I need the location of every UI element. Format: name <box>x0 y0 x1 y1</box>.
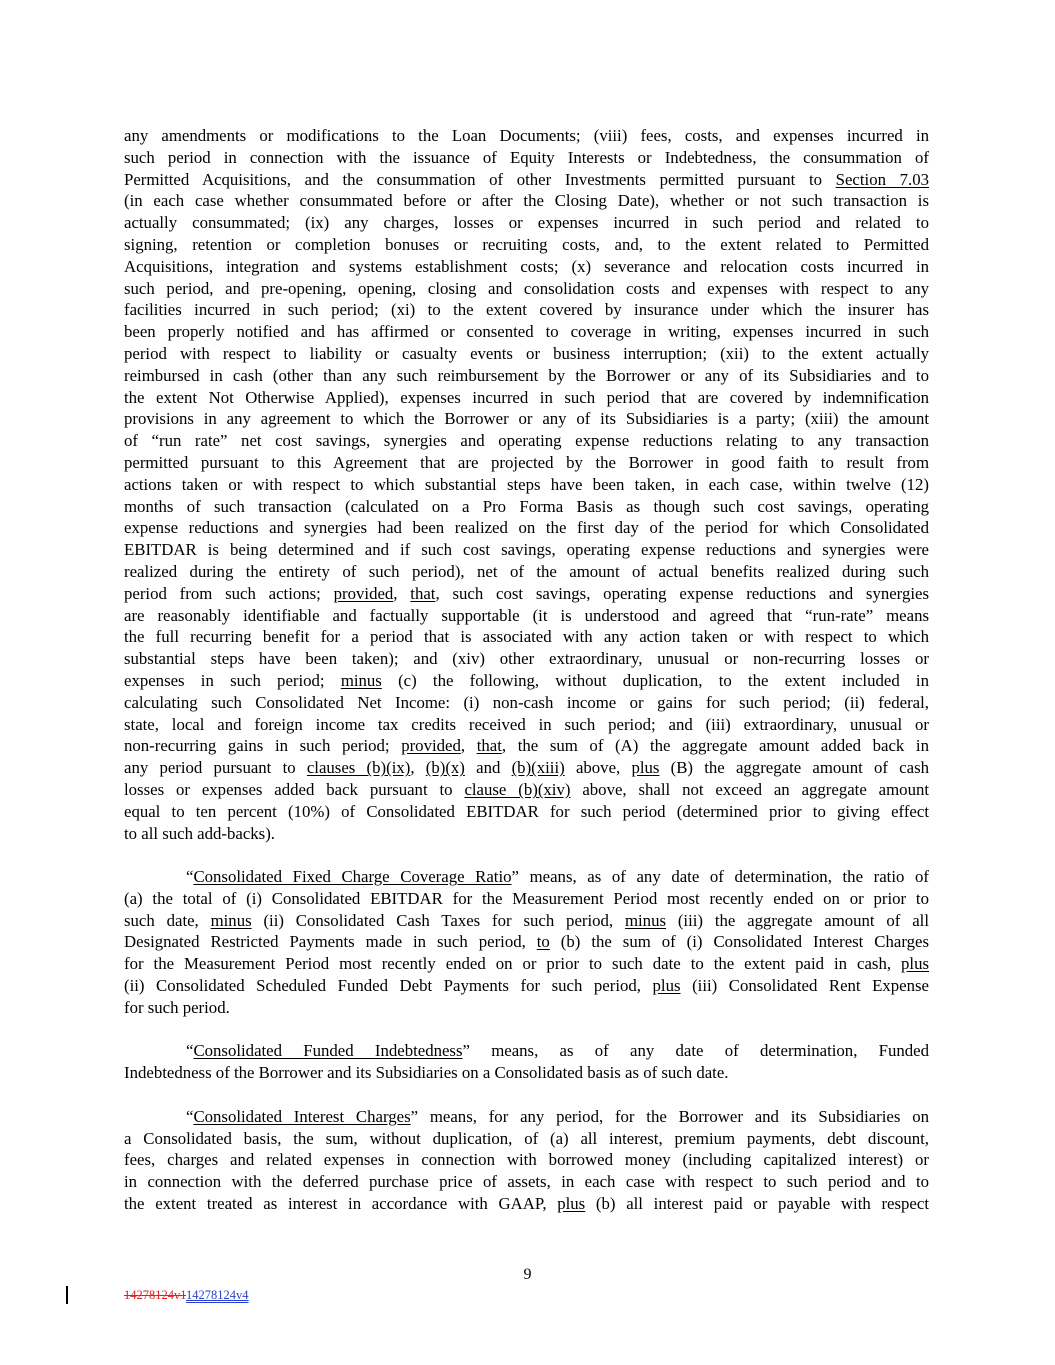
definition-interest-charges <box>124 1106 929 1215</box>
text-line: period from such actions; provided, that, such cost savings, operating expense reductions and synergies <box>124 583 930 603</box>
text-line: to all such add-backs). <box>124 823 275 843</box>
text-line: for such period. <box>124 997 230 1017</box>
document-id <box>124 1288 249 1303</box>
text-line: EBITDAR is being determined and if such cost savings, operating expense reductions and synergies were <box>124 540 929 560</box>
document-body <box>124 125 929 1215</box>
text-line: expense reductions and synergies had been realized on the first day of the period for which Consolidated <box>124 518 929 538</box>
text-line: a Consolidated basis, the sum, without duplication, of (a) all interest, premium payments, debt discount, <box>124 1128 929 1148</box>
text-line: equal to ten percent (10%) of Consolidated EBITDAR for such period (determined prior to giving effect <box>124 801 929 821</box>
text-line: “Consolidated Interest Charges” means, for any period, for the Borrower and its Subsidiaries on <box>186 1106 929 1126</box>
text-line: such period in connection with the issuance of Equity Interests or Indebtedness, the consummation of <box>124 147 929 167</box>
text-line: provisions in any agreement to which the Borrower or any of its Subsidiaries is a party; (xiii) the amount <box>124 409 929 429</box>
text-line: calculating such Consolidated Net Income: (i) non-cash income or gains for such period; (ii) federal, <box>124 692 929 712</box>
text-line: Permitted Acquisitions, and the consummation of other Investments permitted pursuant to Section 7.03 <box>124 169 929 189</box>
text-line: non-recurring gains in such period; provided, that, the sum of (A) the aggregate amount added back in <box>124 736 929 756</box>
text-line: the full recurring benefit for a period that is associated with any action taken or with respect to which <box>124 627 929 647</box>
text-line: actions taken or with respect to which substantial steps have been taken, in each case, within twelve (12) <box>124 474 929 494</box>
text-line: of “run rate” net cost savings, synergies and operating expense reductions relating to any transaction <box>124 431 929 451</box>
inserted-doc-id: 14278124v4 <box>186 1288 249 1302</box>
text-line: Acquisitions, integration and systems establishment costs; (x) severance and relocation costs incurred in <box>124 256 929 276</box>
text-line: the extent treated as interest in accordance with GAAP, plus (b) all interest paid or payable with respect <box>124 1194 929 1214</box>
text-line: signing, retention or completion bonuses or recruiting costs, and, to the extent related to Permitted <box>124 234 929 254</box>
text-line: expenses in such period; minus (c) the following, without duplication, to the extent included in <box>124 670 929 690</box>
text-line: state, local and foreign income tax credits received in such period; and (iii) extraordinary, unusual or <box>124 714 929 734</box>
deleted-doc-id: 14278124v1 <box>124 1288 187 1302</box>
text-line: fees, charges and related expenses in connection with borrowed money (including capitalized interest) or <box>124 1150 929 1170</box>
text-line: facilities incurred in such period; (xi) to the extent covered by insurance under which the insurer has <box>124 300 929 320</box>
text-line: for the Measurement Period most recently ended on or prior to such date to the extent paid in cash, plus <box>124 954 929 974</box>
text-line: months of such transaction (calculated on a Pro Forma Basis as though such cost savings, operating <box>124 496 929 516</box>
text-line: period with respect to liability or casualty events or business interruption; (xii) to the extent actually <box>124 343 929 363</box>
text-line: realized during the entirety of such period), net of the amount of actual benefits realized during such <box>124 561 929 581</box>
paragraph-ebitdar-addbacks <box>124 125 929 844</box>
change-bar <box>66 1286 68 1304</box>
text-line: any amendments or modifications to the Loan Documents; (viii) fees, costs, and expenses incurred in <box>124 126 929 145</box>
text-line: actually consummated; (ix) any charges, losses or expenses incurred in such period and related to <box>124 213 929 233</box>
text-line: the extent Not Otherwise Applied), expenses incurred in such period that are covered by indemnification <box>124 387 929 407</box>
text-line: permitted pursuant to this Agreement that are projected by the Borrower in good faith to result from <box>124 452 929 472</box>
page-number: 9 <box>523 1266 532 1283</box>
text-line: Designated Restricted Payments made in such period, to (b) the sum of (i) Consolidated Interest Charges <box>124 932 929 952</box>
defined-term: Consolidated Fixed Charge Coverage Ratio <box>193 867 512 887</box>
text-line: “Consolidated Fixed Charge Coverage Ratio” means, as of any date of determination, the ratio of <box>186 867 929 887</box>
section-reference: Section 7.03 <box>835 169 929 189</box>
text-line: (in each case whether consummated before or after the Closing Date), whether or not such transaction is <box>124 191 929 211</box>
text-line: been properly notified and has affirmed or consented to coverage in writing, expenses incurred in such <box>124 322 929 342</box>
text-line: (a) the total of (i) Consolidated EBITDAR for the Measurement Period most recently ended on or prior to <box>124 888 929 908</box>
text-line: reimbursed in cash (other than any such reimbursement by the Borrower or any of its Subsidiaries and to <box>124 365 929 385</box>
text-line: any period pursuant to clauses (b)(ix), (b)(x) and (b)(xiii) above, plus (B) the aggregate amount of cash <box>124 758 929 778</box>
text-line: are reasonably identifiable and factually supportable (it is understood and agreed that “run-rate” means <box>124 605 929 625</box>
text-line: Indebtedness of the Borrower and its Subsidiaries on a Consolidated basis as of such date. <box>124 1063 729 1083</box>
definition-fixed-charge-coverage-ratio <box>124 866 929 1019</box>
text-line: losses or expenses added back pursuant to clause (b)(xiv) above, shall not exceed an aggregate amount <box>124 779 930 799</box>
defined-term: Consolidated Funded Indebtedness <box>193 1041 463 1061</box>
text-line: in connection with the deferred purchase price of assets, in each case with respect to such period and to <box>124 1172 929 1192</box>
text-line: such period, and pre-opening, opening, closing and consolidation costs and expenses with respect to any <box>124 278 929 298</box>
definition-funded-indebtedness <box>124 1040 929 1084</box>
text-line: (ii) Consolidated Scheduled Funded Debt Payments for such period, plus (iii) Consolidated Rent Expense <box>124 976 929 996</box>
text-line: such date, minus (ii) Consolidated Cash Taxes for such period, minus (iii) the aggregate amount of all <box>124 910 930 930</box>
text-line: substantial steps have been taken); and (xiv) other extraordinary, unusual or non-recurring losses or <box>124 649 929 669</box>
text-line: “Consolidated Funded Indebtedness” means, as of any date of determination, Funded <box>186 1041 929 1061</box>
defined-term: Consolidated Interest Charges <box>193 1106 411 1126</box>
